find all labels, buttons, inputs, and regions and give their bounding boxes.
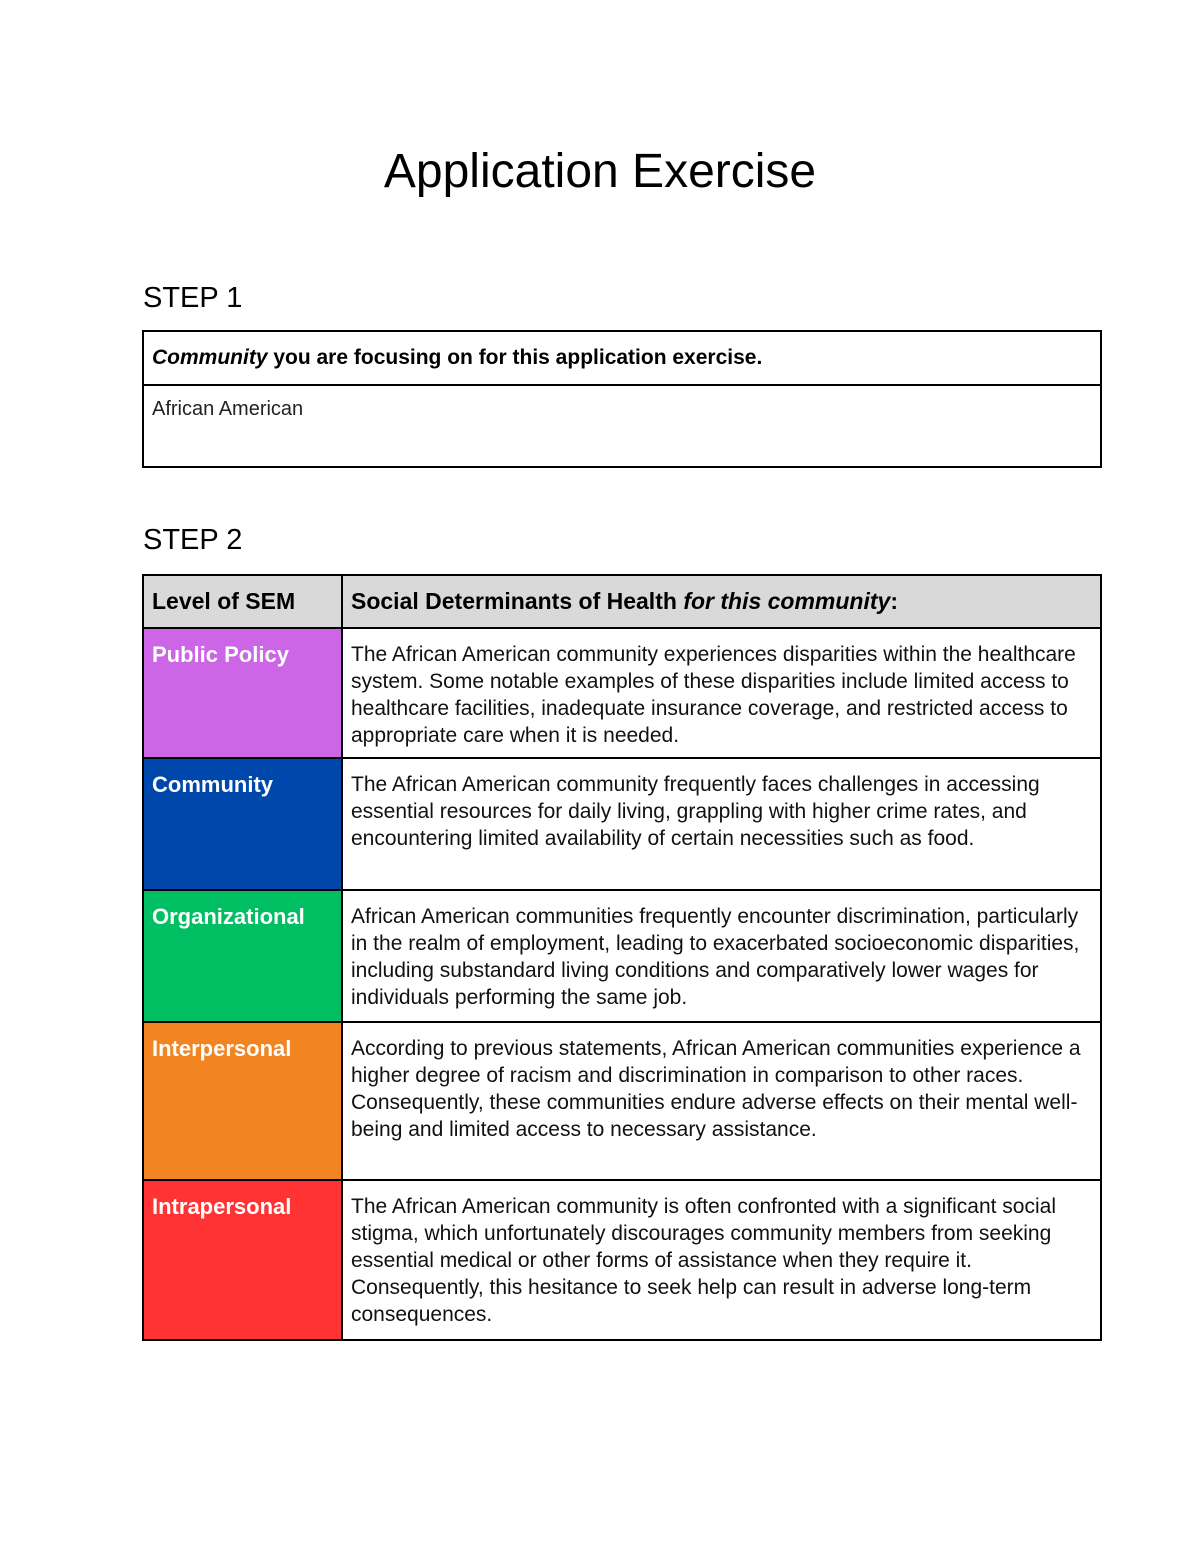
- table-row-public-policy: [143, 628, 1101, 758]
- header-level-of-sem: Level of SEM: [143, 575, 342, 628]
- sem-table-header-row: [143, 575, 1101, 628]
- header-sdoh-end: :: [890, 588, 898, 614]
- level-cell-community: Community: [143, 758, 342, 890]
- description-cell-public-policy: The African American community experiences disparities within the healthcare system. Some notable examples of these disparities include limited access to healthcare facilities, inadequate insurance coverage, and restricted access to appropriate care when it is needed.: [342, 628, 1101, 758]
- page-title: Application Exercise: [383, 145, 817, 198]
- step1-heading: STEP 1: [143, 282, 243, 314]
- header-social-determinants: [342, 575, 1101, 628]
- step1-prompt-text: you are focusing on for this application exercise.: [267, 346, 763, 369]
- step1-prompt-emphasis: Community: [152, 346, 268, 369]
- header-sdoh-main: Social Determinants of Health: [351, 588, 684, 614]
- description-cell-interpersonal: According to previous statements, African American communities experience a higher degree of racism and discrimination in comparison to other races. Consequently, these communities endure adverse effects on their mental well-being and limited access to necessary assistance.: [342, 1022, 1101, 1180]
- level-cell-interpersonal: Interpersonal: [143, 1022, 342, 1180]
- description-cell-intrapersonal: The African American community is often confronted with a significant social stigma, which unfortunately discourages community members from seeking essential medical or other forms of assistance when they require it. Consequently, this hesitance to seek help can result in adverse long-term consequences.: [342, 1180, 1101, 1340]
- step2-heading: STEP 2: [143, 524, 243, 556]
- table-row-community: [143, 758, 1101, 890]
- table-row-interpersonal: [143, 1022, 1101, 1180]
- header-sdoh-emphasis: for this community: [683, 588, 891, 614]
- description-cell-organizational: African American communities frequently encounter discrimination, particularly in the realm of employment, leading to exacerbated socioeconomic disparities, including substandard living conditions and comparatively lower wages for individuals performing the same job.: [342, 890, 1101, 1022]
- level-cell-public-policy: Public Policy: [143, 628, 342, 758]
- step1-prompt: [143, 331, 1101, 385]
- description-cell-community: The African American community frequently faces challenges in accessing essential resources for daily living, grappling with higher crime rates, and encountering limited availability of certain necessities such as food.: [342, 758, 1101, 890]
- step1-table: [142, 330, 1102, 468]
- sem-table: [142, 574, 1102, 1341]
- level-cell-organizational: Organizational: [143, 890, 342, 1022]
- table-row-intrapersonal: [143, 1180, 1101, 1340]
- table-row-organizational: [143, 890, 1101, 1022]
- step1-answer: African American: [143, 385, 1101, 467]
- level-cell-intrapersonal: Intrapersonal: [143, 1180, 342, 1340]
